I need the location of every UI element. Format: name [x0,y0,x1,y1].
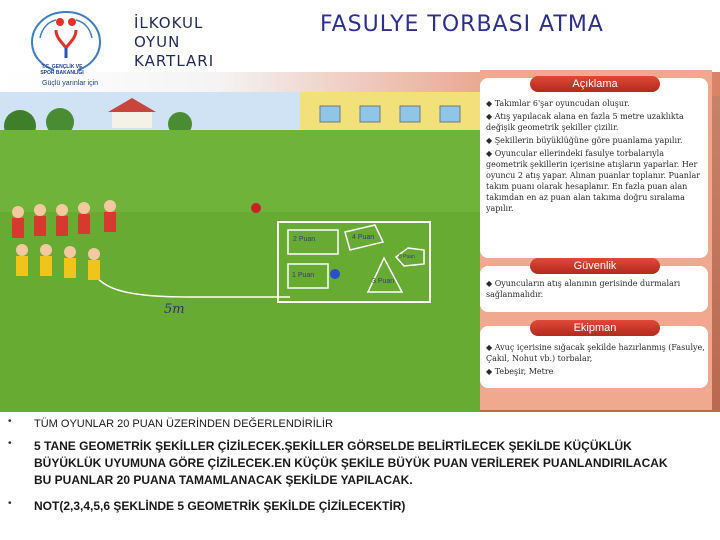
zone-label-4: 4 Puan [352,234,375,241]
series-title-line-3: KARTLARI [134,52,215,70]
series-title-line-1: İLKOKUL [134,14,204,32]
playground-scene [0,92,480,412]
equipment-list [486,342,710,379]
series-title-line-2: OYUN [134,33,181,51]
zone-label-5: 5 Puan [399,254,415,260]
safety-list [486,278,710,302]
game-title: FASULYE TORBASI ATMA [320,12,604,37]
zone-label-2: 2 Puan [293,236,316,243]
description-item: ◆ Atış yapılacak alana en fazla 5 metre uzaklıkta değişik geometrik şekiller çizilir. [486,112,684,132]
distance-label: 5m [164,302,185,317]
ministry-logo-icon [26,8,106,72]
bullet-text: 5 TANE GEOMETRİK ŞEKİLLER ÇİZİLECEK.ŞEKİLLER GÖRSELDE BELİRTİLECEK ŞEKİLDE KÜÇÜKLÜK BÜYÜKLÜK UYUMUNA GÖRE ÇİZİLECEK.EN KÜÇÜK ŞEKİLE BÜYÜK PUAN VERİLEREK PUANLANDIRILACAK BU PUANLAR 20 PUANA TAMAMLANACAK ŞEKİLDE YAPILACAK. [34,439,668,487]
zone-label-1: 1 Puan [292,272,315,279]
description-item: ◆ Oyuncular ellerindeki fasulye torbalarıyla geometrik şekillerin içerisine atışların yaparlar. Her oyuncu 2 atış yapar. Alınan puanlar toplanır. Puanlar takım puanı olarak hesaplanır. En fazla puan alan takımdan en az puan alan takıma doğru sıralama yapılır. [486,149,701,213]
equipment-heading: Ekipman [530,320,660,336]
equipment-item: ◆ Tebeşir, Metre [486,367,554,376]
card-series-title [134,14,214,71]
description-item: ◆ Takımlar 6'şar oyuncudan oluşur. [486,99,630,108]
bullet-dot-icon: • [8,416,12,427]
description-heading: Açıklama [530,76,660,92]
bullet-dot-icon: • [8,438,12,449]
safety-heading: Güvenlik [530,258,660,274]
zone-label-3: 3 Puan [372,278,395,285]
equipment-item: ◆ Avuç içerisine sığacak şekilde hazırlanmış (Fasulye, Çakıl, Nohut vb.) torbalar, [486,343,705,363]
info-panel [480,70,712,410]
playground-illustration [0,92,480,412]
ministry-logo-tagline: Güçlü yarınlar için [42,80,99,87]
bullet-text: NOT(2,3,4,5,6 ŞEKLİNDE 5 GEOMETRİK ŞEKİLDE ÇİZİLECEKTİR) [34,499,406,513]
bullet-text: TÜM OYUNLAR 20 PUAN ÜZERİNDEN DEĞERLENDİRİLİR [34,418,333,430]
description-item: ◆ Şekillerin büyüklüğüne göre puanlama yapılır. [486,136,683,145]
safety-item: ◆ Oyuncuların atış alanının gerisinde durmaları sağlanmalıdır. [486,279,681,299]
description-list [486,98,710,216]
bullet-dot-icon: • [8,498,12,509]
bullet-list [0,414,720,540]
ministry-logo-name: T.C. GENÇLİK VE SPOR BAKANLIĞI [40,64,84,76]
